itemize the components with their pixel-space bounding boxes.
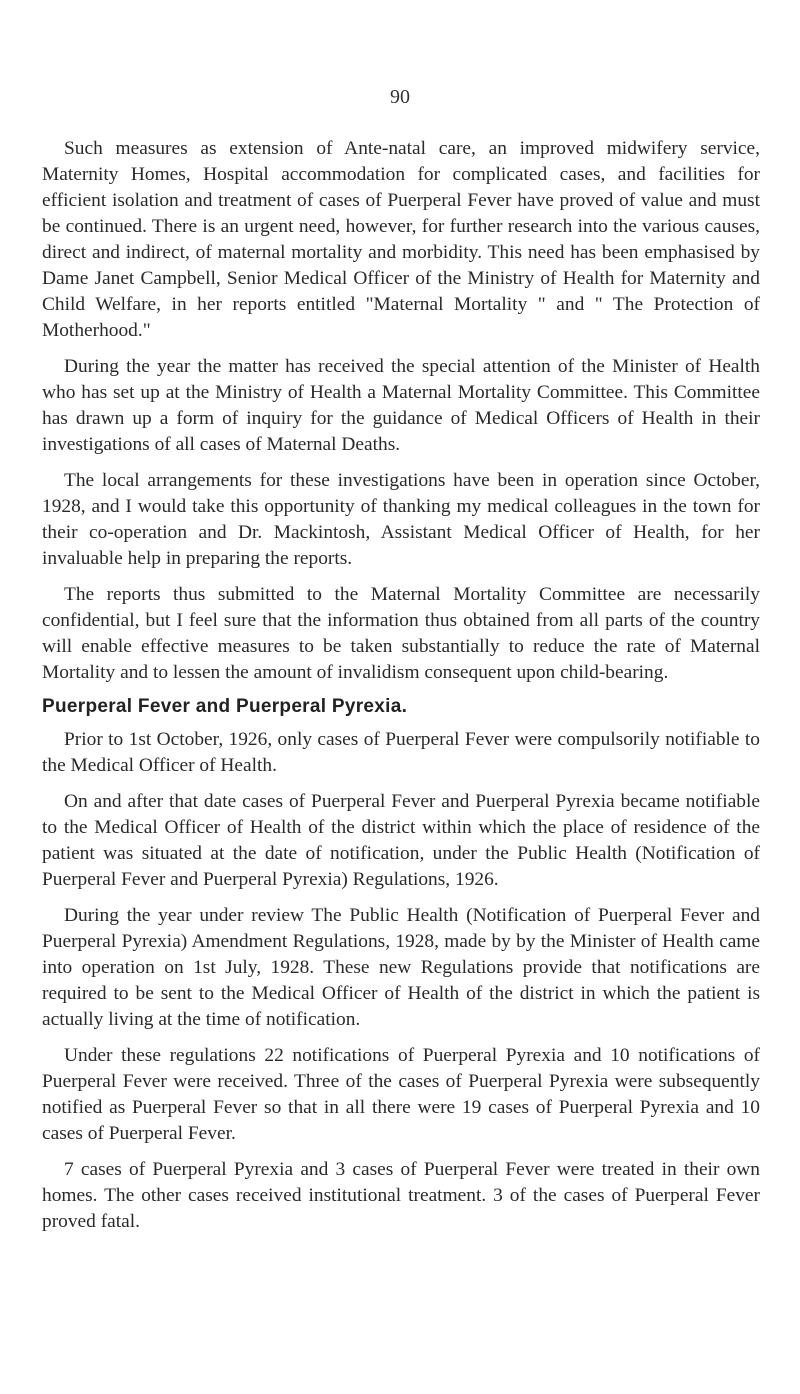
section-heading: Puerperal Fever and Puerperal Pyrexia. (42, 696, 408, 717)
paragraph-amendment: During the year under review The Public Health (Notification of Puerperal Fever and Puerperal Pyrexia) Amendment Regulations, 1928, made by by the Minister of Health came into operation on 1st July, 1928. These new Regulations provide that notifications are required to be sent to the Medical Officer of Health of the district in which the patient is actually living at the time of notification. (42, 905, 760, 1030)
paragraph-measures: Such measures as extension of Ante-natal care, an improved midwifery service, Maternity Homes, Hospital accommodation for complicated cases, and facilities for efficient isolation and treatment of cases of Puerperal Fever have proved of value and must be continued. There is an urgent need, however, for further research into the various causes, direct and indirect, of maternal mortality and morbidity. This need has been emphasised by Dame Janet Campbell, Senior Medical Officer of the Ministry of Health for Maternity and Child Welfare, in her reports entitled "Maternal Mortality " and " The Protection of Motherhood." (42, 138, 760, 341)
paragraph-notifications: Under these regulations 22 notifications of Puerperal Pyrexia and 10 notifications of Puerperal Fever were received. Three of the cases of Puerperal Pyrexia were subsequently notified as Puerperal Fever so that in all there were 19 cases of Puerperal Pyrexia and 10 cases of Puerperal Fever. (42, 1045, 760, 1144)
paragraph-notifiable: On and after that date cases of Puerperal Fever and Puerperal Pyrexia became notifiable to the Medical Officer of Health of the district within which the place of residence of the patient was situated at the date of notification, under the Public Health (Notification of Puerperal Fever and Puerperal Pyrexia) Regulations, 1926. (42, 791, 760, 890)
paragraph-committee: During the year the matter has received the special attention of the Minister of Health who has set up at the Ministry of Health a Maternal Mortality Committee. This Committee has drawn up a form of inquiry for the guidance of Medical Officers of Health in their investigations of all cases of Maternal Deaths. (42, 356, 760, 455)
paragraph-treatment: 7 cases of Puerperal Pyrexia and 3 cases of Puerperal Fever were treated in their own homes. The other cases received institutional treatment. 3 of the cases of Puerperal Fever proved fatal. (42, 1159, 760, 1232)
document-body (42, 136, 760, 1245)
paragraph-local-arrangements: The local arrangements for these investigations have been in operation since October, 1928, and I would take this opportunity of thanking my medical colleagues in the town for their co-operation and Dr. Mackintosh, Assistant Medical Officer of Health, for her invaluable help in preparing the reports. (42, 470, 760, 569)
paragraph-reports: The reports thus submitted to the Maternal Mortality Committee are necessarily confidential, but I feel sure that the information thus obtained from all parts of the country will enable effective measures to be taken substantially to reduce the rate of Maternal Mortality and to lessen the amount of invalidism consequent upon child-bearing. (42, 584, 760, 683)
paragraph-prior-1926: Prior to 1st October, 1926, only cases of Puerperal Fever were compulsorily notifiable to the Medical Officer of Health. (42, 729, 760, 776)
page-number: 90 (390, 86, 410, 108)
